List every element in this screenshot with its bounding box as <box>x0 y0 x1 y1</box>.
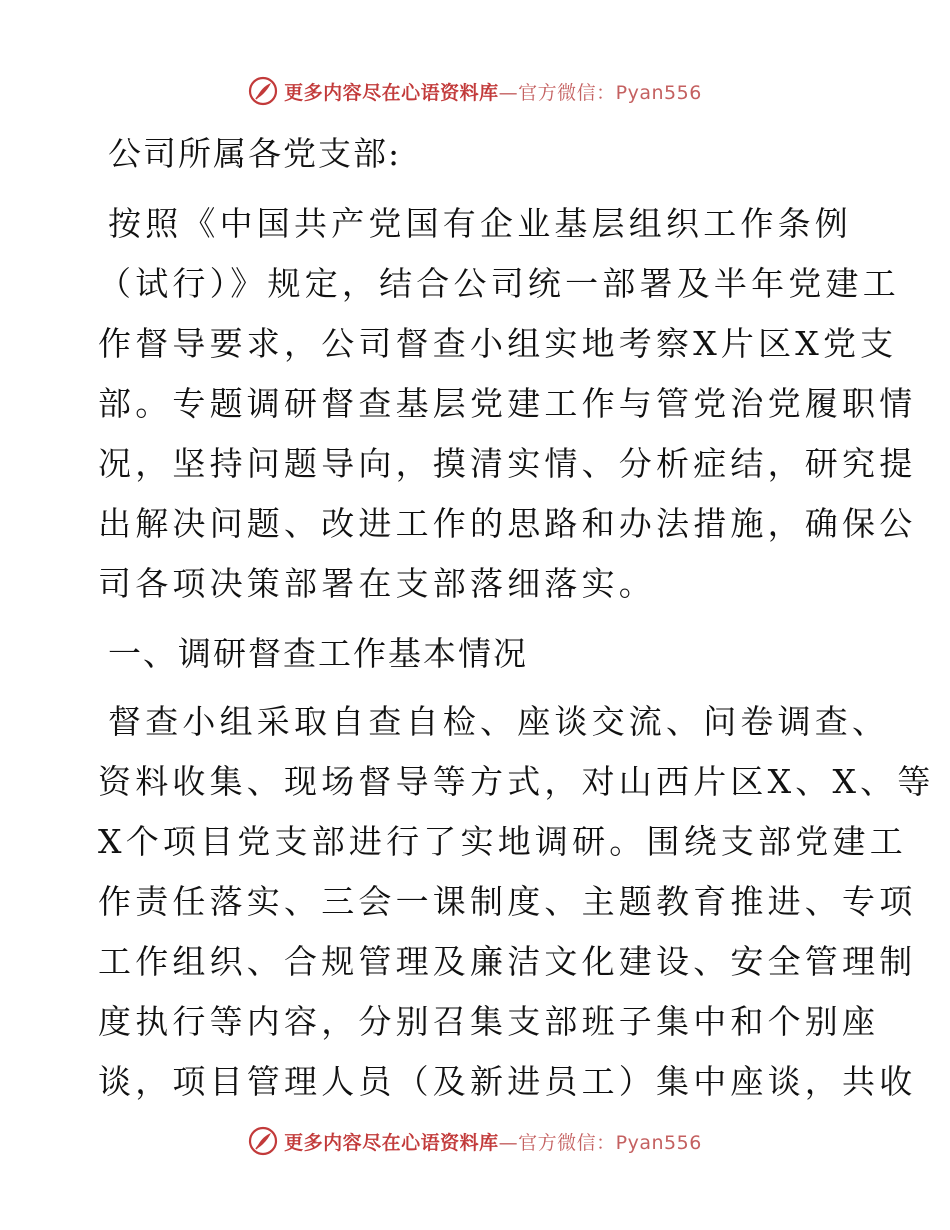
paragraph-line: 作督导要求，公司督查小组实地考察X片区X党支 <box>98 324 898 363</box>
salutation: 公司所属各党支部: <box>108 134 402 173</box>
paragraph-line: X个项目党支部进行了实地调研。围绕支部党建工 <box>98 822 907 861</box>
document-body <box>98 124 935 1112</box>
paragraph-2 <box>98 692 935 1112</box>
paragraph-1 <box>98 194 917 614</box>
paragraph-line: 作责任落实、三会一课制度、主题教育推进、专项 <box>98 882 917 921</box>
watermark-text: 更多内容尽在心语资料库—官方微信：Pyan556 <box>284 1131 702 1154</box>
paragraph-line: 工作组织、合规管理及廉洁文化建设、安全管理制 <box>98 942 917 981</box>
section-heading: 一、调研督查工作基本情况 <box>108 634 528 673</box>
watermark-text: 更多内容尽在心语资料库—官方微信：Pyan556 <box>284 81 702 104</box>
paragraph-line: 司各项决策部署在支部落细落实。 <box>98 564 656 603</box>
paragraph-line: 资料收集、现场督导等方式，对山西片区X、X、等 <box>98 762 935 801</box>
watermark-header <box>0 74 950 108</box>
paragraph-line: 谈，项目管理人员（及新进员工）集中座谈，共收 <box>98 1062 917 1101</box>
quill-logo-icon <box>248 76 278 106</box>
paragraph-line: 出解决问题、改进工作的思路和办法措施，确保公 <box>98 504 917 543</box>
paragraph-line: 督查小组采取自查自检、座谈交流、问卷调查、 <box>108 702 890 741</box>
paragraph-line: （试行）》规定，结合公司统一部署及半年党建工 <box>98 264 900 303</box>
paragraph-line: 部。专题调研督查基层党建工作与管党治党履职情 <box>98 384 917 423</box>
paragraph-line: 按照《中国共产党国有企业基层组织工作条例 <box>108 204 852 243</box>
paragraph-line: 况，坚持问题导向，摸清实情、分析症结，研究提 <box>98 444 917 483</box>
watermark-footer <box>0 1124 950 1158</box>
paragraph-line: 度执行等内容，分别召集支部班子集中和个别座 <box>98 1002 880 1041</box>
quill-logo-icon <box>248 1126 278 1156</box>
